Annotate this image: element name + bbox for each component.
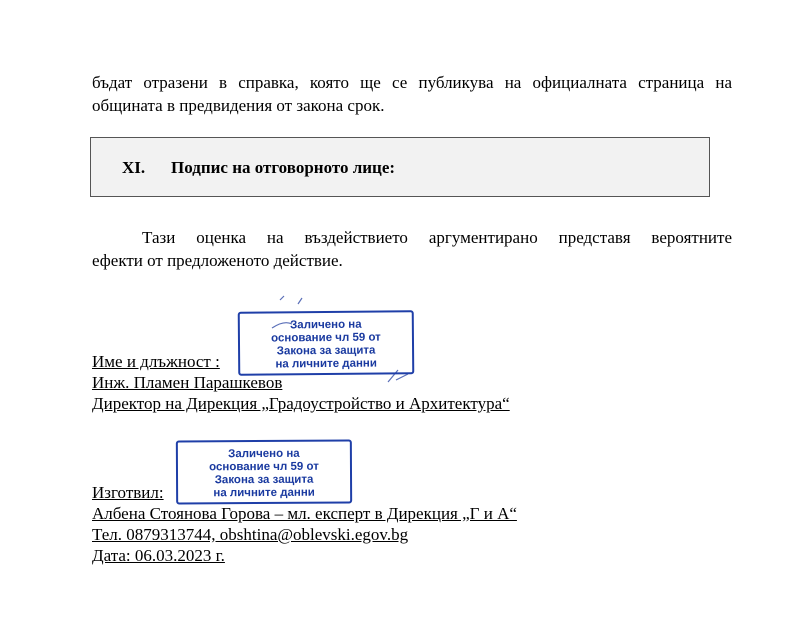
paragraph-line: общината в предвидения от закона срок. <box>92 96 385 115</box>
section-heading-box <box>90 137 710 197</box>
stamp-line: Закона за защита <box>214 473 314 487</box>
prepared-date: Дата: 06.03.2023 г. <box>92 546 225 565</box>
signatory-name: Инж. Пламен Парашкевов <box>92 373 283 392</box>
redaction-stamp <box>238 310 415 376</box>
section-number: XI. <box>122 158 146 177</box>
stamp-line: на личните данни <box>213 486 315 500</box>
prepared-by-name: Албена Стоянова Горова – мл. експерт в Дирекция „Г и А“ <box>92 504 517 523</box>
redaction-stamp <box>176 440 352 505</box>
signatory-label: Име и длъжност : <box>92 352 220 371</box>
paragraph-line: ефекти от предложеното действие. <box>92 251 343 270</box>
paragraph-publication <box>92 71 732 117</box>
section-title: Подпис на отговорното лице: <box>171 158 396 177</box>
stamp-line: на личните данни <box>275 357 377 371</box>
stamp-line: основание чл 59 от <box>209 460 319 474</box>
stamp-line: Закона за защита <box>276 344 376 358</box>
stamp-line: Заличено на <box>228 447 300 461</box>
stamp-line: Заличено на <box>290 318 362 332</box>
prepared-by-contact: Тел. 0879313744, obshtina@oblevski.egov.bg <box>92 525 409 544</box>
paragraph-line: Тази оценка на въздействието аргументирано представя вероятните <box>142 228 732 247</box>
prepared-by-label: Изготвил: <box>92 483 164 502</box>
signatory-position: Директор на Дирекция „Градоустройство и Архитектура“ <box>92 394 510 413</box>
paragraph-line: бъдат отразени в справка, която ще се публикува на официалната страница на <box>92 73 732 92</box>
paragraph-assessment <box>92 226 732 272</box>
stamp-line: основание чл 59 от <box>271 331 381 345</box>
